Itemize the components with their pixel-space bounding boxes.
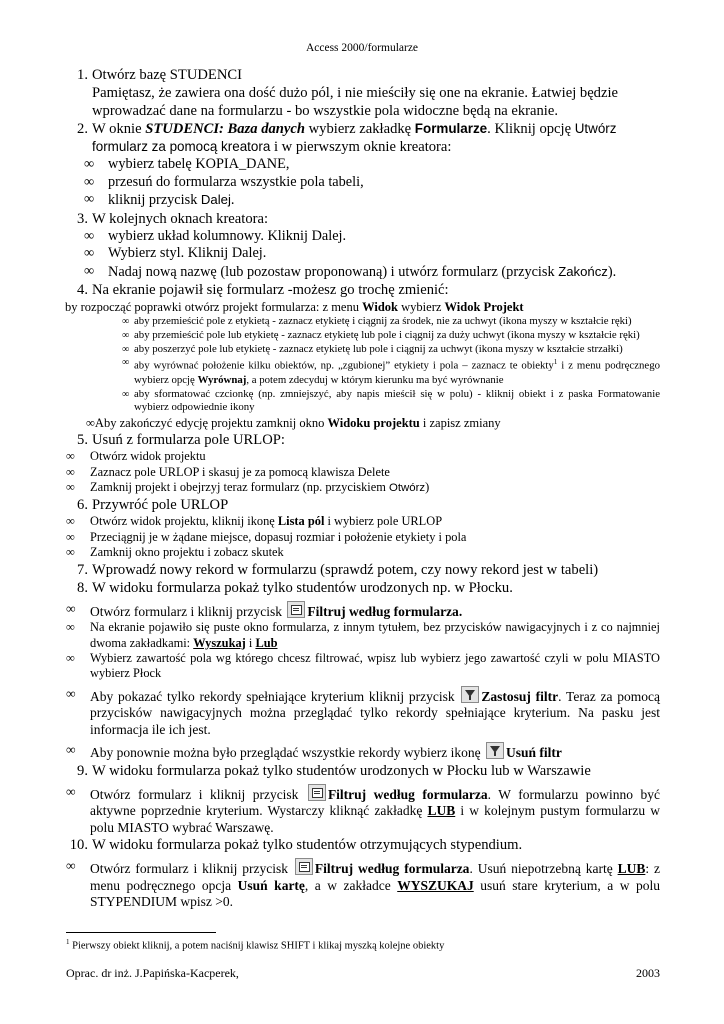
bullet-icon: ∞ xyxy=(66,529,75,544)
list-item-text: i xyxy=(245,635,256,650)
text-run: i w pierwszym oknie kreatora: xyxy=(270,139,452,155)
bullet-icon: ∞ xyxy=(66,449,75,464)
step-1 xyxy=(66,66,660,120)
step-text: W widoku formularza pokaż tylko studentów urodzonych w Płocku lub w Warszawie xyxy=(92,762,591,779)
bullet-icon: ∞ xyxy=(66,783,76,799)
menu-item-name: Widok Projekt xyxy=(444,300,524,314)
list-item xyxy=(66,620,660,651)
bullet-icon: ∞ xyxy=(84,262,95,279)
footnote-text: Pierwszy obiekt kliknij, a potem naciśnij klawisz SHIFT i klikaj myszką kolejne obiekty xyxy=(69,940,445,952)
bullet-icon: ∞ xyxy=(66,858,76,874)
bullet-icon: ∞ xyxy=(84,191,95,207)
button-name: Filtruj według formularza xyxy=(307,603,459,619)
step-text: Usuń z formularza pole URLOP: xyxy=(92,432,285,449)
list-item-text: Otwórz widok projektu xyxy=(90,449,206,464)
button-name: Zakończ xyxy=(558,263,608,279)
step-number: 8. xyxy=(77,579,88,596)
bullet-icon: ∞ xyxy=(122,316,130,327)
button-name: Usuń filtr xyxy=(506,745,562,761)
step-9-bullets xyxy=(66,784,660,837)
step-5 xyxy=(66,431,660,449)
option-name: Wyrównaj xyxy=(197,373,247,386)
list-item-text: Aby ponownie można było przeglądać wszystkie rekordy wybierz ikonę xyxy=(90,745,485,761)
step-number: 10. xyxy=(69,837,88,854)
step-number: 2. xyxy=(77,121,88,137)
menu-item-name: Usuń kartę xyxy=(237,877,305,893)
bullet-icon: ∞ xyxy=(122,329,130,341)
step-4-intro xyxy=(65,299,660,315)
step-3 xyxy=(66,210,660,228)
bullet-icon: ∞ xyxy=(66,545,75,560)
list-item xyxy=(66,449,660,464)
list-item-text: . xyxy=(230,192,235,208)
list-item xyxy=(66,545,660,560)
list-item-text: aby sformatować czcionkę (np. zmniejszyć, aby napis mieścił się w polu) - kliknij obiekt i z paska Formatowanie wybierz odpowiednie ikony xyxy=(134,387,660,414)
text-run: wybierz xyxy=(398,300,445,314)
bullet-icon: ∞ xyxy=(66,620,75,635)
step-2 xyxy=(66,120,660,156)
step-7 xyxy=(66,561,660,579)
list-item-text: wybierz tabelę KOPIA_DANE, xyxy=(108,156,290,172)
bullet-icon: ∞ xyxy=(66,650,75,665)
list-item-text: Otwórz formularz i kliknij przycisk xyxy=(90,603,286,619)
footnote xyxy=(66,938,444,952)
step-text: W widoku formularza pokaż tylko studentów otrzymujących stypendium. xyxy=(92,837,523,854)
list-item-text: Zaznacz pole URLOP i skasuj je za pomocą klawisza Delete xyxy=(90,464,390,479)
list-item-text: Otwórz formularz i kliknij przycisk xyxy=(90,861,293,877)
list-item xyxy=(66,530,660,545)
step-6-bullets xyxy=(66,514,660,560)
list-item xyxy=(66,514,660,529)
list-item xyxy=(84,228,660,246)
step-number: 3. xyxy=(77,210,88,227)
bullet-icon: ∞ xyxy=(84,227,95,244)
list-item-text: . W formularzu powinno być aktywne poprzednie kryterium. Wystarczy kliknąć zakładkę xyxy=(90,786,660,819)
tab-name: WYSZUKAJ xyxy=(397,877,474,893)
list-item xyxy=(66,742,660,762)
remove-filter-icon xyxy=(486,742,504,759)
page-header: Access 2000/formularze xyxy=(305,42,419,54)
list-item-text: ) xyxy=(425,479,430,494)
list-item-text: Nadaj nową nazwę (lub pozostaw proponowaną) i utwórz formularz (przycisk xyxy=(108,263,559,280)
tab-name: Lub xyxy=(255,635,278,650)
button-name: Filtruj według formularza xyxy=(327,786,488,802)
window-name: STUDENCI: Baza danych xyxy=(145,121,305,137)
step-number: 9. xyxy=(77,762,88,779)
step-8 xyxy=(66,579,660,597)
button-name: Zastosuj filtr xyxy=(481,688,559,704)
list-item-text: . Teraz za pomocą przycisków nawigacyjnych można przeglądać tylko rekordy spełniające kryterium. Na pasku jest informacja ile ich jest. xyxy=(90,688,661,737)
text-run: i zapisz zmiany xyxy=(419,416,501,431)
tab-name: Wyszukaj xyxy=(193,635,246,650)
list-item-text: Na ekranie pojawiło się puste okno formularza, z innym tytułem, bez przycisków nawigacyjnych i z co najmniej dwoma zakładkami: xyxy=(90,620,660,650)
list-item-text: i wybierz pole URLOP xyxy=(324,514,443,529)
filter-by-form-icon xyxy=(287,601,305,618)
list-item-text: Otwórz widok projektu, kliknij ikonę xyxy=(90,514,278,529)
step-8-bullets xyxy=(66,601,660,762)
list-item-text: Zamknij okno projektu i zobacz skutek xyxy=(90,545,284,560)
list-item-text: i z menu podręcznego wybierz opcję xyxy=(134,359,661,386)
step-6 xyxy=(66,496,660,514)
list-item-text: przesuń do formularza wszystkie pola tabeli, xyxy=(108,173,364,190)
list-item xyxy=(66,858,660,911)
text-run: wybierz zakładkę xyxy=(304,121,415,137)
bullet-icon: ∞ xyxy=(66,600,76,616)
step-10-bullets xyxy=(66,858,660,911)
menu-name: Widok xyxy=(362,300,399,314)
list-item-text: Aby pokazać tylko rekordy spełniające kryterium kliknij przycisk xyxy=(90,688,460,704)
step-5-bullets xyxy=(66,449,660,496)
button-name: Dalej xyxy=(200,192,231,207)
step-10 xyxy=(66,836,660,854)
text-run: by rozpocząć poprawki otwórz projekt formularza: z menu xyxy=(65,300,363,314)
footer-year: 2003 xyxy=(636,966,660,980)
footnote-number: 1 xyxy=(66,938,70,946)
page-footer xyxy=(66,966,660,981)
bullet-icon: ∞ xyxy=(66,685,76,701)
button-name: Otwórz xyxy=(389,481,426,494)
footnote-reference: 1 xyxy=(553,358,558,367)
list-item-text: , a w zakładce xyxy=(304,877,398,893)
tab-name: Formularze xyxy=(414,121,488,136)
list-item xyxy=(84,156,660,174)
bullet-icon: ∞ xyxy=(84,245,95,261)
list-item-text: Wybierz zawartość pola wg którego chcesz filtrować, wpisz lub wybierz jego zawartość czyli w polu MIASTO wybierz Płock xyxy=(90,650,660,681)
list-item xyxy=(122,356,660,387)
step-3-bullets xyxy=(66,228,660,282)
button-name: Filtruj według formularza xyxy=(314,861,470,877)
list-item: ∞ Otwórz formularz i kliknij przycisk Filtruj według formularza. xyxy=(66,600,463,619)
list-item xyxy=(84,245,660,263)
text-run: W oknie xyxy=(92,121,146,137)
text-run: . Kliknij opcję xyxy=(487,121,575,137)
bullet-icon: ∞ xyxy=(66,464,75,479)
bullet-icon: ∞ xyxy=(86,416,95,431)
filter-by-form-icon xyxy=(308,784,326,801)
list-item xyxy=(66,480,660,496)
step-text: Przywróć pole URLOP xyxy=(92,497,229,514)
list-item-text: usuń stare kryterium, a w polu STYPENDIUM wpisz >0. xyxy=(90,877,661,910)
tab-name: LUB xyxy=(427,803,456,819)
icon-name: Lista pól xyxy=(277,514,325,529)
bullet-icon: ∞ xyxy=(84,173,95,190)
step-number: 1. xyxy=(77,67,88,83)
step-number: 6. xyxy=(77,497,88,514)
bullet-icon: ∞ xyxy=(122,343,130,355)
option-name: Utwórz formularz za pomocą kreatora xyxy=(92,121,617,154)
bullet-icon: ∞ xyxy=(66,479,75,494)
list-item-text: Wybierz styl. Kliknij Dalej. xyxy=(108,245,267,261)
list-item xyxy=(66,465,660,480)
list-item-text: : z menu podręcznego opcja xyxy=(90,861,660,893)
list-item xyxy=(66,784,660,837)
list-item-text: Zamknij projekt i obejrzyj teraz formularz (np. przyciskiem xyxy=(90,479,389,494)
step-number: 4. xyxy=(77,282,88,298)
list-item-text: i w kolejnym pustym formularzu w polu MIASTO wybrać Warszawę. xyxy=(90,803,660,835)
list-item-text: , a potem zdecyduj w którym kierunku ma być wyrównanie xyxy=(246,373,504,386)
list-item xyxy=(84,174,660,192)
step-text: W widoku formularza pokaż tylko studentów urodzonych np. w Płocku. xyxy=(92,579,513,596)
step-9 xyxy=(66,762,660,780)
filter-by-form-icon xyxy=(295,858,313,875)
step-4 xyxy=(66,281,660,299)
bullet-icon: ∞ xyxy=(84,156,95,172)
apply-filter-icon xyxy=(461,686,479,703)
bullet-icon: ∞ xyxy=(66,742,76,758)
list-item-text: Otwórz formularz i kliknij przycisk xyxy=(90,786,306,802)
list-item-text: aby przemieścić pole z etykietą - zaznacz etykietę i ciągnij za środek, nie za uchwyt (ikona myszy w kształcie ręki) xyxy=(134,315,632,327)
footer-author: Oprac. dr inż. J.Papińska-Kacperek, xyxy=(66,966,239,980)
list-item-text: aby przemieścić pole lub etykietę - zaznacz etykietę lub pole i ciągnij za duży uchwyt (ikona myszy w kształcie ręki) xyxy=(134,328,640,341)
bullet-icon: ∞ xyxy=(122,388,130,400)
list-item-text: aby wyrównać położenie kilku obiektów, np. „zgubionej” etykiety i pola – zaznacz te obiekty xyxy=(134,359,554,372)
list-item xyxy=(122,388,660,416)
list-item xyxy=(84,263,660,282)
step-text: Otwórz bazę STUDENCI xyxy=(92,67,242,83)
step-text-detail: Pamiętasz, że zawiera ona dość dużo pól, i nie mieściły się one na ekranie. Łatwiej będzie wprowadzać dane na formularzu - bo wszystkie pola widoczne będą na ekranie. xyxy=(92,85,618,119)
list-item xyxy=(84,191,660,210)
step-text: Wprowadź nowy rekord w formularzu (sprawdź potem, czy nowy rekord jest w tabeli) xyxy=(92,561,599,578)
list-item xyxy=(66,686,660,739)
list-item-text: aby poszerzyć pole lub etykietę - zaznacz etykietę lub pole i ciągnij za uchwyt (ikona myszy w kształcie strzałki) xyxy=(134,342,623,355)
list-item xyxy=(122,315,660,329)
list-item xyxy=(66,651,660,682)
tab-name: LUB xyxy=(617,861,646,877)
list-item-text: Przeciągnij je w żądane miejsce, dopasuj rozmiar i położenie etykiety i pola xyxy=(90,529,467,544)
step-text: W kolejnych oknach kreatora: xyxy=(92,210,269,227)
list-item xyxy=(122,343,660,357)
list-item-text: wybierz układ kolumnowy. Kliknij Dalej. xyxy=(108,227,347,244)
step-2-bullets xyxy=(66,156,660,210)
footnote-divider xyxy=(66,932,216,933)
window-name: Widoku projektu xyxy=(327,416,420,431)
instructions-list xyxy=(66,66,660,911)
step-text: Na ekranie pojawił się formularz -możesz go trochę zmienić: xyxy=(92,282,449,298)
list-item-text: ). xyxy=(607,263,617,280)
list-item-text: . Usuń niepotrzebną kartę xyxy=(469,861,618,877)
step-4-bullets xyxy=(66,315,660,415)
bullet-icon: ∞ xyxy=(66,514,75,529)
list-item xyxy=(122,329,660,343)
bullet-icon: ∞ xyxy=(122,357,130,369)
list-item-text: kliknij przycisk xyxy=(108,192,201,208)
step-number: 5. xyxy=(77,432,88,449)
step-4-closing xyxy=(86,415,660,431)
step-number: 7. xyxy=(77,561,88,578)
text-run: Aby zakończyć edycję projektu zamknij okno xyxy=(94,416,328,431)
